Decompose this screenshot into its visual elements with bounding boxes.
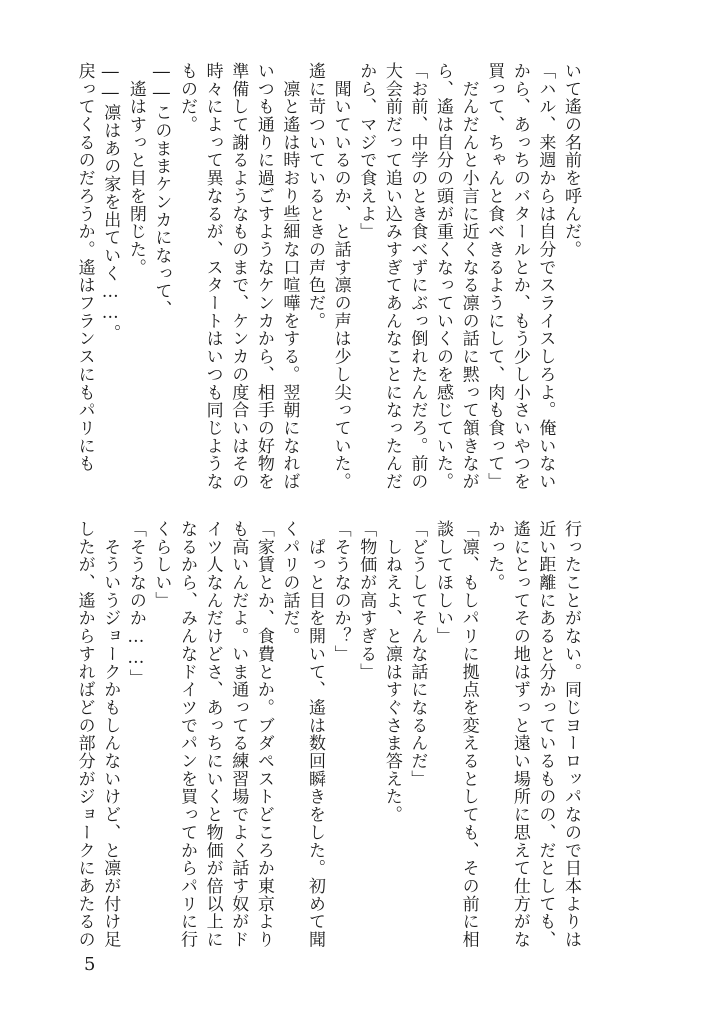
text-column: いつも通りに過ごすようなケンカから、相手の好物を: [253, 62, 274, 491]
text-column: だんだんと小言に近くなる凛の話に黙って頷きなが: [458, 62, 479, 491]
text-column: 凛と遙は時おり些細な口喧嘩をする。翌朝になれば: [279, 62, 300, 491]
text-column: 「物価が高すぎる」: [356, 520, 377, 681]
page-number: 5: [84, 954, 96, 975]
text-column: 聞いているのか、と話す凛の声は少し尖っていた。: [330, 62, 351, 491]
text-column: 近い距離にあると分かっているものの、だとしても、: [535, 520, 556, 949]
text-column: も高いんだよ。いま通ってる練習場でよく話す奴がド: [228, 520, 249, 949]
text-column: かった。: [484, 520, 505, 592]
text-column: から、あっちのバタールとか、もう少し小さいやつを: [509, 62, 530, 491]
text-column: から、マジで食えよ」: [356, 62, 377, 241]
text-column: イツ人なんだけどさ、あっちにいくと物価が倍以上に: [202, 520, 223, 949]
text-column: 「家賃とか、食費とか。ブダペストどころか東京より: [253, 520, 274, 949]
text-column: ――凛はあの家を出ていく……。: [100, 62, 121, 342]
text-column: いて遙の名前を呼んだ。: [561, 62, 581, 259]
text-column: ぱっと目を開いて、遙は数回瞬きをした。初めて聞: [305, 520, 325, 949]
text-column: しねえよ、と凛はすぐさま答えた。: [381, 520, 402, 824]
text-column: 行ったことがない。同じヨーロッパなので日本よりは: [561, 520, 581, 949]
text-column: くパリの話だ。: [279, 520, 300, 645]
text-column: 遙はすっと目を閉じた。: [125, 62, 146, 277]
text-column: 「そうなのか……」: [125, 520, 146, 687]
text-column: ものだ。: [177, 62, 197, 134]
text-column: 遙にとってその地はずっと遠い場所に思えて仕方がな: [509, 520, 530, 949]
text-column: なるから、みんなドイツでパンを買ってからパリに行: [177, 520, 197, 949]
text-column: 「どうしてそんな話になるんだ」: [407, 520, 428, 788]
lower-text-block: [0, 520, 727, 949]
text-column: 「そうなのか？」: [330, 520, 351, 663]
text-column: 時々によって異なるが、スタートはいつも同じような: [202, 62, 223, 491]
text-column: ら、遙は自分の頭が重くなっていくのを感じていた。: [433, 62, 453, 491]
text-column: 遙に苛ついているときの声色だ。: [305, 62, 325, 330]
text-column: ――このままケンカになって、: [151, 62, 172, 318]
text-column: そういうジョークかもしんないけど、と凛が付け足: [100, 520, 121, 949]
upper-text-block: [0, 62, 727, 502]
text-column: 「お前、中学のとき食べずにぶっ倒れたんだろ。前の: [407, 62, 428, 491]
text-column: 買って、ちゃんと食べきるようにして、肉も食って」: [484, 62, 505, 491]
text-column: 談してほしい」: [433, 520, 453, 645]
text-column: したが、遙からすればどの部分がジョークにあたるの: [74, 520, 95, 949]
text-column: 戻ってくるのだろうか。遙はフランスにもパリにも: [74, 62, 95, 473]
text-column: 「凛、もしパリに拠点を変えるとしても、その前に相: [458, 520, 479, 949]
text-column: 大会前だって追い込みすぎてあんなことになったんだ: [381, 62, 402, 491]
text-column: くらしい」: [151, 520, 172, 610]
text-column: 準備して謝るようなものまで、ケンカの度合いはその: [228, 62, 249, 491]
text-column: 「ハル、来週からは自分でスライスしろよ。俺いない: [535, 62, 556, 491]
